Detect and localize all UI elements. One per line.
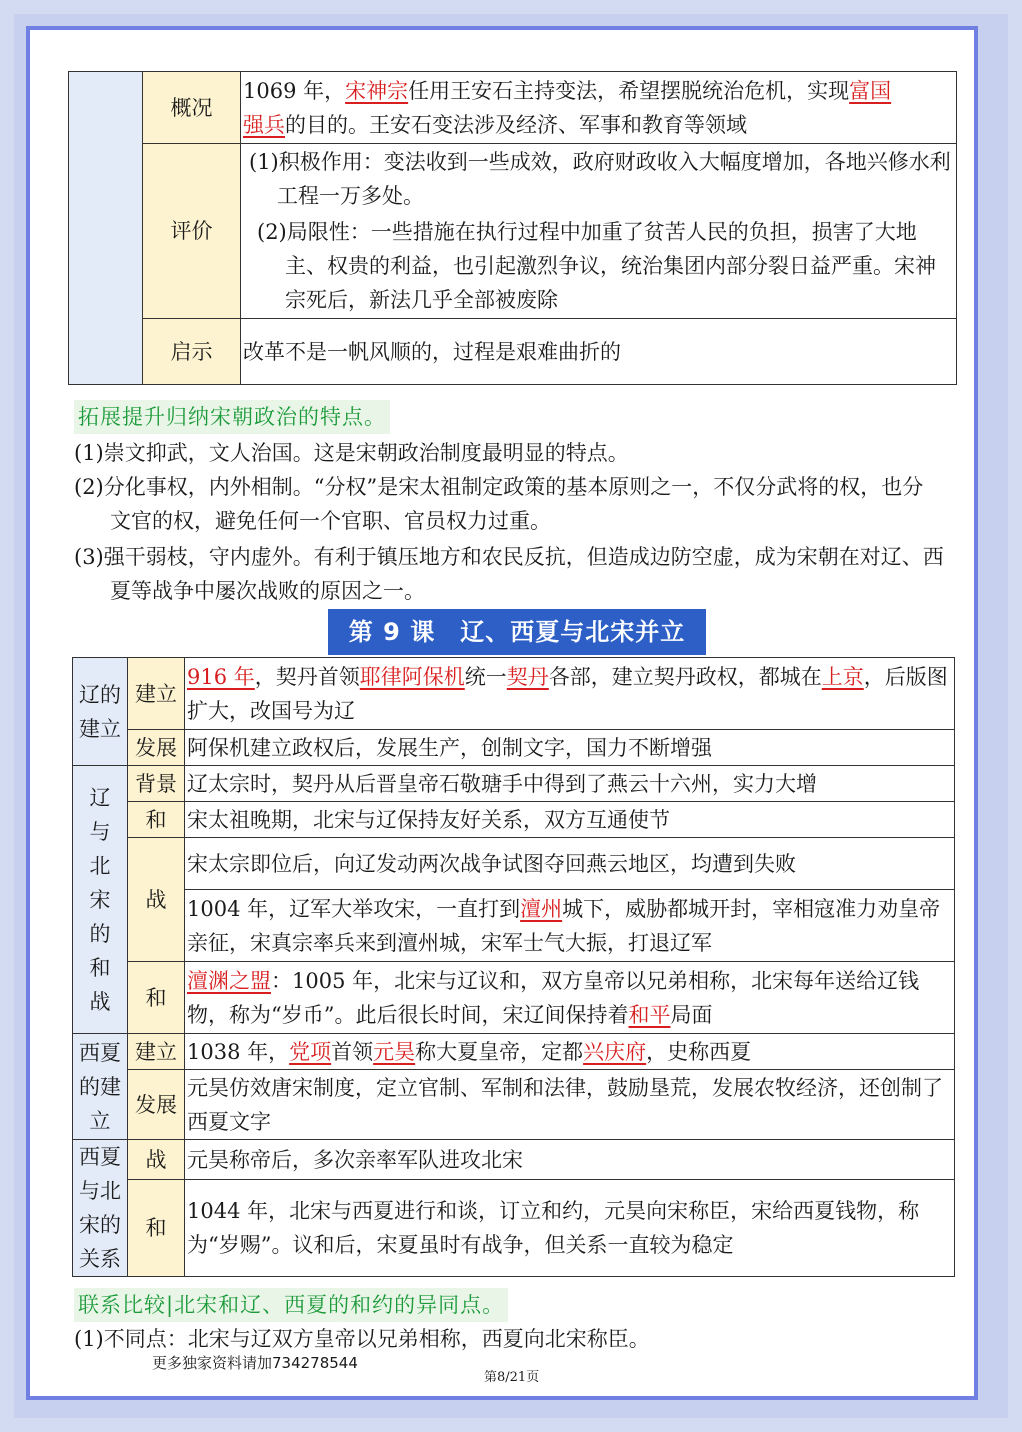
row-label: 战 <box>128 838 185 962</box>
content-cell: 元昊仿效唐宋制度，定立官制、军制和法律，鼓励垦荒，发展农牧经济，还创制了西夏文字 <box>185 1070 955 1140</box>
text-line <box>243 108 954 142</box>
highlight-term: 耶律阿保机 <box>359 664 465 689</box>
highlight-term: 契丹 <box>506 664 549 689</box>
highlight-term: 916 年 <box>187 664 255 689</box>
text-segment: 各部，建立契丹政权，都城在 <box>548 664 822 689</box>
reform-table <box>68 71 957 385</box>
highlight-term: 宋神宗 <box>345 78 409 103</box>
compare-heading: 联系比较|北宋和辽、西夏的和约的异同点。 <box>74 1288 508 1322</box>
highlight-term: 和平 <box>628 1002 671 1027</box>
highlight-term: 兴庆府 <box>583 1039 647 1064</box>
highlight-term: 元昊 <box>373 1039 416 1064</box>
highlight-term: 党项 <box>289 1039 332 1064</box>
expand-item: (2)分化事权，内外相制。“分权”是宋太祖制定政策的基本原则之一，不仅分武将的权，也分文官的权，避免任何一个官职、官员权力过重。 <box>74 475 924 533</box>
text-segment: ，史称西夏 <box>646 1039 752 1064</box>
content-cell: 阿保机建立政权后，发展生产，创制文字，国力不断增强 <box>185 730 955 766</box>
content-cell <box>185 890 955 962</box>
table-row <box>73 730 955 766</box>
content-cell: 宋太宗即位后，向辽发动两次战争试图夺回燕云地区，均遭到失败 <box>185 838 955 890</box>
text-segment: 的目的。王安石变法涉及经济、军事和教育等领域 <box>285 112 747 137</box>
table-row <box>69 144 957 319</box>
text-segment: ，后版图扩大，改国号为辽 <box>187 664 948 723</box>
evaluation-cell <box>241 144 957 319</box>
row-label: 背景 <box>128 766 185 802</box>
row-label: 发展 <box>128 730 185 766</box>
text-segment: 1038 年， <box>187 1039 290 1064</box>
text-segment: 首领 <box>331 1039 374 1064</box>
text-segment: 城下，威胁都城开封，宰相寇准力劝皇帝亲征，宋真宗率兵来到澶州城，宋军士气大振，打退辽军 <box>187 896 941 955</box>
highlight-term: 强兵 <box>243 112 285 137</box>
content-cell: 辽太宗时，契丹从后晋皇帝石敬瑭手中得到了燕云十六州，实力大增 <box>185 766 955 802</box>
highlight-term: 上京 <box>821 664 864 689</box>
highlight-term: 澶渊之盟 <box>187 968 271 993</box>
row-label: 建立 <box>128 658 185 730</box>
text-segment: 任用王安石主持变法，希望摆脱统治危机，实现 <box>408 78 850 103</box>
expand-heading-wrap <box>74 400 390 434</box>
content-cell <box>185 1034 955 1070</box>
text-segment: ，契丹首领 <box>254 664 360 689</box>
text-segment: 称大夏皇帝，定都 <box>415 1039 584 1064</box>
insight-cell: 改革不是一帆风顺的，过程是艰难曲折的 <box>241 319 957 385</box>
text-line <box>243 74 954 108</box>
group-label: 西夏的建立 <box>73 1034 128 1140</box>
compare-item: (1)不同点：北宋与辽双方皇帝以兄弟相称，西夏向北宋称臣。 <box>74 1327 650 1351</box>
table-row <box>73 890 955 962</box>
text-segment: 局面 <box>670 1002 713 1027</box>
table-row <box>69 319 957 385</box>
group-label: 辽的建立 <box>73 658 128 766</box>
table-row <box>73 838 955 890</box>
row-label: 建立 <box>128 1034 185 1070</box>
content-cell: 宋太祖晚期，北宋与辽保持友好关系，双方互通使节 <box>185 802 955 838</box>
content-cell <box>185 658 955 730</box>
text-segment: 统一 <box>464 664 507 689</box>
row-label: 和 <box>128 962 185 1034</box>
text-segment: 1069 年， <box>243 78 346 103</box>
text-segment: ：1005 年，北宋与辽议和，双方皇帝以兄弟相称，北宋每年送给辽钱物，称为“岁币”。此后很长时间，宋辽间保持着 <box>187 968 920 1027</box>
row-label: 评价 <box>143 144 241 319</box>
lesson-table <box>72 657 955 1277</box>
content-cell <box>185 962 955 1034</box>
lesson-title: 第 9 课 辽、西夏与北宋并立 <box>328 609 706 655</box>
content-cell: 元昊称帝后，多次亲率军队进攻北宋 <box>185 1140 955 1180</box>
content-cell: 1044 年，北宋与西夏进行和谈，订立和约，元昊向宋称臣，宋给西夏钱物，称为“岁赐”。议和后，宋夏虽时有战争，但关系一直较为稳定 <box>185 1180 955 1277</box>
table-row <box>69 72 957 144</box>
table-row <box>73 658 955 730</box>
row-label: 启示 <box>143 319 241 385</box>
table-row <box>73 1140 955 1180</box>
evaluation-item: (1)积极作用：变法收到一些成效，政府财政收入大幅度增加，各地兴修水利工程一万多处。 <box>249 150 951 208</box>
page-number: 第8/21页 <box>484 1370 540 1385</box>
row-label: 概况 <box>143 72 241 144</box>
table-row <box>73 766 955 802</box>
row-label: 和 <box>128 1180 185 1277</box>
expand-item: (3)强干弱枝，守内虚外。有利于镇压地方和农民反抗，但造成边防空虚，成为宋朝在对辽、西夏等战争中屡次战败的原因之一。 <box>74 545 944 603</box>
highlight-term: 富国 <box>849 78 892 103</box>
highlight-term: 澶州 <box>520 896 563 921</box>
row-label: 战 <box>128 1140 185 1180</box>
table-row <box>73 802 955 838</box>
group-label: 西夏与北宋的关系 <box>73 1140 128 1277</box>
group-cell <box>69 72 143 385</box>
expand-heading: 拓展提升归纳宋朝政治的特点。 <box>74 400 390 434</box>
evaluation-item: (2)局限性：一些措施在执行过程中加重了贫苦人民的负担，损害了大地主、权贵的利益，也引起激烈争议，统治集团内部分裂日益严重。宋神宗死后，新法几乎全部被废除 <box>257 220 936 312</box>
table-row <box>73 1180 955 1277</box>
overview-cell <box>241 72 957 144</box>
expand-item: (1)崇文抑武，文人治国。这是宋朝政治制度最明显的特点。 <box>74 441 629 465</box>
compare-heading-wrap <box>74 1288 508 1322</box>
row-label: 发展 <box>128 1070 185 1140</box>
group-label: 辽与北宋的和战 <box>73 766 128 1034</box>
table-row <box>73 1070 955 1140</box>
row-label: 和 <box>128 802 185 838</box>
table-row <box>73 1034 955 1070</box>
text-segment: 1004 年，辽军大举攻宋，一直打到 <box>187 896 521 921</box>
table-row <box>73 962 955 1034</box>
footer-ad: 更多独家资料请加734278544 <box>152 1354 358 1372</box>
